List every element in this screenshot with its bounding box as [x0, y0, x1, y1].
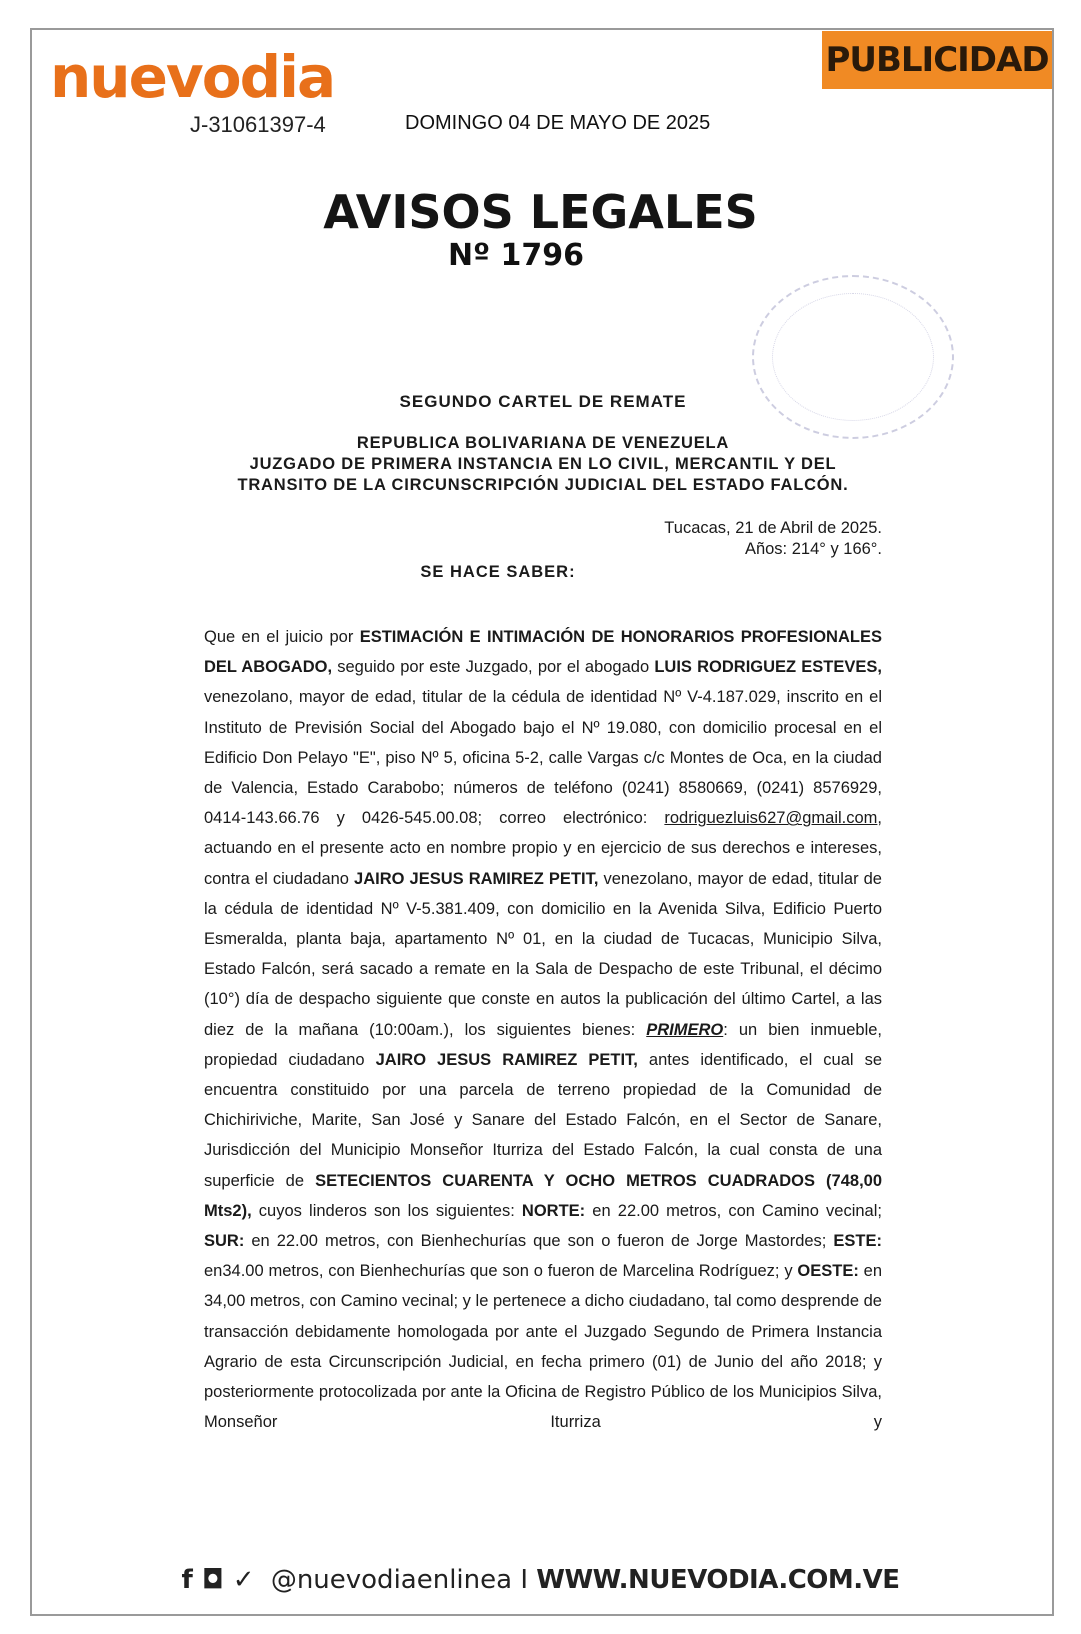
court-header	[204, 433, 882, 496]
body-segment: LUIS RODRIGUEZ ESTEVES,	[654, 658, 882, 677]
body-segment: OESTE:	[797, 1262, 859, 1281]
body-segment: ESTIMACIÓN E INTIMACIÓN DE HONORARIOS PROFESIONALES DEL ABOGADO,	[204, 628, 882, 677]
notice-body	[204, 622, 882, 1437]
court-line: REPUBLICA BOLIVARIANA DE VENEZUELA	[356, 434, 730, 452]
social-handle: @nuevodiaenlinea	[270, 1565, 513, 1595]
body-segment: en 22.00 metros, con Bienhechurías que son o fueron de Jorge Mastordes;	[244, 1232, 834, 1251]
body-segment: ESTE:	[833, 1232, 882, 1251]
body-segment: cuyos linderos son los siguientes:	[251, 1201, 522, 1220]
hace-saber-heading: SE HACE SABER:	[420, 563, 576, 581]
body-segment: en 34,00 metros, con Camino vecinal; y le pertenece a dicho ciudadano, tal como desprende de transacción debidamente homologada por ante el Juzgado Segundo de Primera Instancia Agrario de esta Circunscripción Judicial, en fecha primero (01) de Junio del año 2018; y posteriormente protocolizada por ante la Oficina de Registro Público de los Municipios Silva, Monseñor Iturriza y	[204, 1262, 882, 1432]
newspaper-logo: nuevodia	[50, 43, 335, 111]
body-segment: PRIMERO	[646, 1020, 724, 1039]
body-segment: NORTE:	[521, 1201, 586, 1220]
rif-number: J-31061397-4	[190, 112, 326, 137]
body-segment: SETECIENTOS CUARENTA Y OCHO METROS CUADRADOS (748,00 Mts2),	[204, 1171, 883, 1220]
website-link: WWW.NUEVODIA.COM.VE	[536, 1565, 900, 1595]
footer	[0, 1565, 1081, 1595]
place-date-block	[204, 518, 882, 560]
body-segment: en 22.00 metros, con Camino vecinal;	[585, 1201, 882, 1220]
body-segment: JAIRO JESUS RAMIREZ PETIT,	[375, 1050, 638, 1069]
advertising-badge: PUBLICIDAD	[822, 31, 1052, 89]
body-segment[interactable]: rodriguezluis627@gmail.com	[664, 809, 878, 828]
court-stamp-icon	[752, 275, 954, 439]
edition-date: DOMINGO 04 DE MAYO DE 2025	[405, 112, 711, 134]
years: Años: 214° y 166°.	[744, 540, 882, 558]
body-segment: Que en el juicio por	[204, 628, 360, 646]
body-segment: venezolano, mayor de edad, titular de la cédula de identidad Nº V-4.187.029, inscrito en el Instituto de Previsión Social del Abogado bajo el Nº 19.080, con domicilio procesal en el Edificio Don Pelayo "E", piso Nº 5, oficina 5-2, calle Vargas c/c Montes de Oca, en la ciudad de Valencia, Estado Carabobo; números de teléfono (0241) 8580669, (0241) 8576929, 0414-143.66.76 y 0426-545.00.08; correo electrónico:	[204, 688, 882, 828]
body-segment: JAIRO JESUS RAMIREZ PETIT,	[354, 869, 599, 888]
notice-title: SEGUNDO CARTEL DE REMATE	[399, 392, 687, 411]
place-date: Tucacas, 21 de Abril de 2025.	[664, 519, 882, 537]
body-segment: : un bien inmueble, propiedad ciudadano	[204, 1020, 882, 1069]
issue-number: Nº 1796	[448, 238, 584, 273]
body-segment: en34.00 metros, con Bienhechurías que son o fueron de Marcelina Rodríguez; y	[204, 1262, 798, 1281]
footer-separator: I	[520, 1565, 528, 1595]
body-segment: seguido por este Juzgado, por el abogado	[332, 658, 655, 677]
body-segment: antes identificado, el cual se encuentra constituido por una parcela de terreno propiedad de la Comunidad de Chichiriviche, Marite, San José y Sanare del Estado Falcón, en el Sector de Sanare, Jurisdicción del Municipio Monseñor Iturriza del Estado Falcón, la cual consta de una superficie de	[204, 1050, 882, 1190]
social-icons: f ◘ ✓	[181, 1565, 255, 1595]
court-line: JUZGADO DE PRIMERA INSTANCIA EN LO CIVIL, MERCANTIL Y DEL	[249, 455, 837, 473]
body-segment: , actuando en el presente acto en nombre propio y en ejercicio de sus derechos e intereses, contra el ciudadano	[204, 809, 882, 888]
page-title: AVISOS LEGALES	[323, 185, 758, 239]
body-segment: SUR:	[204, 1232, 245, 1251]
court-line: TRANSITO DE LA CIRCUNSCRIPCIÓN JUDICIAL DEL ESTADO FALCÓN.	[237, 476, 849, 494]
body-segment: venezolano, mayor de edad, titular de la cédula de identidad Nº V-5.381.409, con domicilio en la Avenida Silva, Edificio Puerto Esmeralda, planta baja, apartamento Nº 01, en la ciudad de Tucacas, Municipio Silva, Estado Falcón, será sacado a remate en la Sala de Despacho de este Tribunal, el décimo (10°) día de despacho siguiente que conste en autos la publicación del último Cartel, a las diez de la mañana (10:00am.), los siguientes bienes:	[204, 869, 882, 1039]
